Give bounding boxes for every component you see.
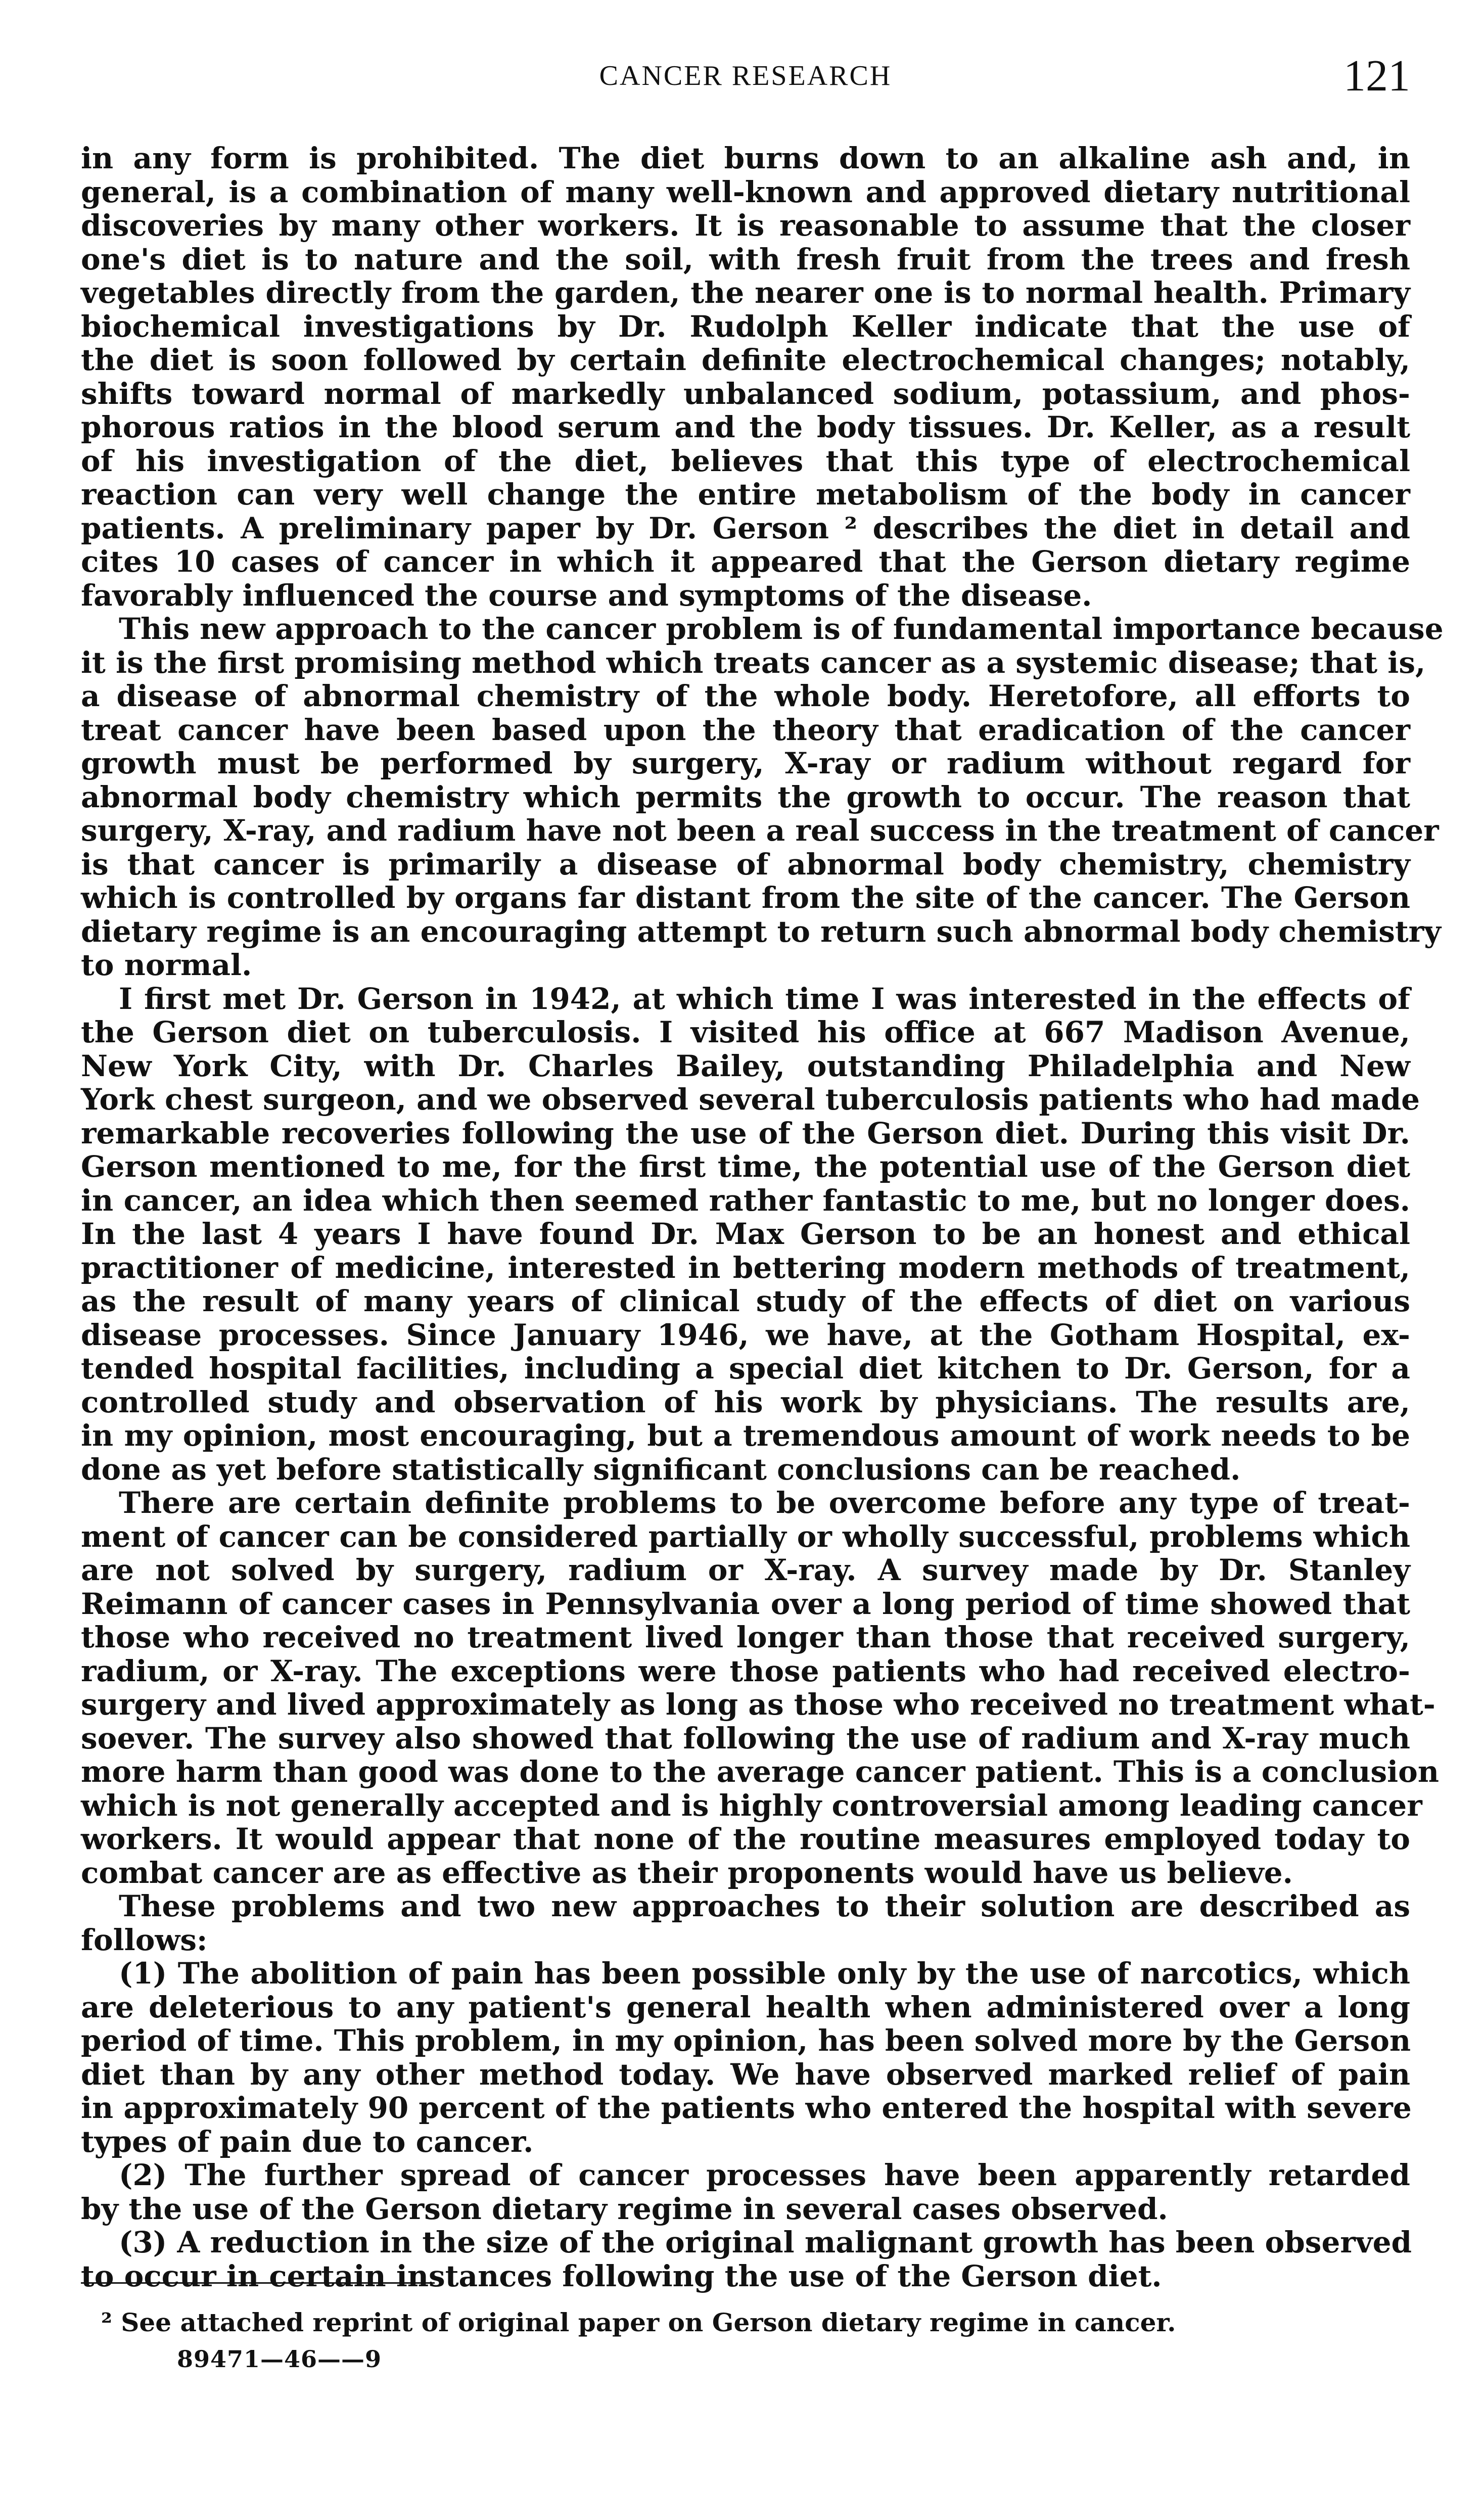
text-line: as the result of many years of clinical study of the effects of diet on various bbox=[81, 1284, 1410, 1318]
text-line: (2) The further spread of cancer processes have been apparently retarded bbox=[119, 2158, 1410, 2192]
text-line: by the use of the Gerson dietary regime in several cases observed. bbox=[81, 2191, 1168, 2226]
footnote: ² See attached reprint of original paper on Gerson dietary regime in cancer. bbox=[101, 2307, 1176, 2337]
paragraph bbox=[81, 612, 1444, 982]
text-line: These problems and two new approaches to their solution are described as bbox=[119, 1889, 1410, 1923]
text-line: radium, or X-ray. The exceptions were those patients who had received electro- bbox=[81, 1653, 1410, 1688]
text-line: types of pain due to cancer. bbox=[81, 2124, 534, 2159]
paragraph bbox=[81, 2158, 1410, 2226]
text-line: disease processes. Since January 1946, we have, at the Gotham Hospital, ex- bbox=[81, 1317, 1410, 1352]
text-line: a disease of abnormal chemistry of the whole body. Heretofore, all efforts to bbox=[81, 679, 1410, 713]
text-line: to occur in certain instances following the use of the Gerson diet. bbox=[81, 2258, 1162, 2293]
text-line: Reimann of cancer cases in Pennsylvania over a long period of time showed that bbox=[81, 1586, 1410, 1621]
text-line: vegetables directly from the garden, the nearer one is to normal health. Primary bbox=[81, 275, 1410, 310]
text-line: which is controlled by organs far distant from the site of the cancer. The Gerson bbox=[81, 881, 1410, 915]
text-line: York chest surgeon, and we observed several tuberculosis patients who had made bbox=[81, 1082, 1420, 1117]
text-line: I first met Dr. Gerson in 1942, at which time I was interested in the effects of bbox=[119, 981, 1410, 1016]
text-line: In the last 4 years I have found Dr. Max Gerson to be an honest and ethical bbox=[81, 1217, 1410, 1251]
text-line: surgery, X-ray, and radium have not been a real success in the treatment of cancer bbox=[81, 813, 1439, 848]
text-line: remarkable recoveries following the use of the Gerson diet. During this visit Dr. bbox=[81, 1116, 1410, 1150]
text-line: patients. A preliminary paper by Dr. Gerson ² describes the diet in detail and bbox=[81, 511, 1410, 545]
text-line: in any form is prohibited. The diet burns down to an alkaline ash and, in bbox=[81, 141, 1410, 175]
paragraph bbox=[81, 981, 1420, 1487]
text-line: combat cancer are as effective as their proponents would have us believe. bbox=[81, 1855, 1293, 1890]
page-number: 121 bbox=[1343, 52, 1410, 101]
text-line: period of time. This problem, in my opinion, has been solved more by the Gerson bbox=[81, 2023, 1411, 2058]
text-line: dietary regime is an encouraging attempt to return such abnormal body chemistry bbox=[81, 914, 1441, 949]
text-line: treat cancer have been based upon the theory that eradication of the cancer bbox=[81, 712, 1410, 747]
text-line: it is the first promising method which treats cancer as a systemic disease; that is, bbox=[81, 645, 1426, 680]
running-title: CANCER RESEARCH bbox=[599, 60, 892, 91]
text-line: the Gerson diet on tuberculosis. I visited his office at 667 Madison Avenue, bbox=[81, 1015, 1410, 1049]
text-line: reaction can very well change the entire metabolism of the body in cancer bbox=[81, 477, 1410, 512]
text-line: more harm than good was done to the average cancer patient. This is a conclusion bbox=[81, 1755, 1440, 1789]
text-line: shifts toward normal of markedly unbalanced sodium, potassium, and phos- bbox=[81, 376, 1410, 411]
text-line: There are certain definite problems to be overcome before any type of treat- bbox=[119, 1486, 1410, 1520]
text-line: in cancer, an idea which then seemed rather fantastic to me, but no longer does. bbox=[81, 1183, 1410, 1218]
text-line: the diet is soon followed by certain definite electrochemical changes; notably, bbox=[81, 343, 1410, 377]
text-line: This new approach to the cancer problem is of fundamental importance because bbox=[119, 612, 1444, 646]
text-line: is that cancer is primarily a disease of abnormal body chemistry, chemistry bbox=[81, 847, 1410, 882]
print-code: 89471—46——9 bbox=[177, 2345, 382, 2373]
text-line: tended hospital facilities, including a special diet kitchen to Dr. Gerson, for a bbox=[81, 1351, 1410, 1386]
paragraph bbox=[81, 1486, 1440, 1890]
paragraph bbox=[81, 142, 1410, 612]
footnote-rule bbox=[81, 2282, 435, 2284]
text-line: those who received no treatment lived longer than those that received surgery, bbox=[81, 1620, 1410, 1654]
text-line: (1) The abolition of pain has been possible only by the use of narcotics, which bbox=[119, 1956, 1410, 1991]
text-line: to normal. bbox=[81, 948, 252, 982]
text-line: are not solved by surgery, radium or X-ray. A survey made by Dr. Stanley bbox=[81, 1553, 1410, 1587]
text-line: biochemical investigations by Dr. Rudolph Keller indicate that the use of bbox=[81, 309, 1410, 344]
page-header bbox=[81, 51, 1410, 106]
text-line: cites 10 cases of cancer in which it appeared that the Gerson dietary regime bbox=[81, 544, 1410, 579]
text-line: done as yet before statistically significant conclusions can be reached. bbox=[81, 1452, 1241, 1487]
text-line: in my opinion, most encouraging, but a tremendous amount of work needs to be bbox=[81, 1418, 1410, 1453]
text-line: workers. It would appear that none of the routine measures employed today to bbox=[81, 1822, 1410, 1856]
text-line: which is not generally accepted and is highly controversial among leading cancer bbox=[81, 1788, 1422, 1823]
text-line: Gerson mentioned to me, for the first time, the potential use of the Gerson diet bbox=[81, 1149, 1410, 1184]
text-line: practitioner of medicine, interested in bettering modern methods of treatment, bbox=[81, 1250, 1410, 1285]
text-line: one's diet is to nature and the soil, with fresh fruit from the trees and fresh bbox=[81, 242, 1410, 276]
text-line: (3) A reduction in the size of the original malignant growth has been observed bbox=[119, 2225, 1412, 2259]
text-line: ment of cancer can be considered partially or wholly successful, problems which bbox=[81, 1519, 1410, 1554]
text-line: controlled study and observation of his work by physicians. The results are, bbox=[81, 1384, 1410, 1419]
text-line: of his investigation of the diet, believes that this type of electrochemical bbox=[81, 443, 1410, 478]
paragraph bbox=[81, 1889, 1410, 1957]
text-line: abnormal body chemistry which permits the growth to occur. The reason that bbox=[81, 779, 1410, 814]
text-line: surgery and lived approximately as long as those who received no treatment what- bbox=[81, 1687, 1435, 1722]
text-line: New York City, with Dr. Charles Bailey, outstanding Philadelphia and New bbox=[81, 1048, 1410, 1083]
paragraph bbox=[81, 1957, 1410, 2158]
text-line: general, is a combination of many well-known and approved dietary nutritional bbox=[81, 174, 1410, 209]
text-line: are deleterious to any patient's general health when administered over a long bbox=[81, 1990, 1410, 2024]
text-line: diet than by any other method today. We have observed marked relief of pain bbox=[81, 2057, 1410, 2092]
text-line: phorous ratios in the blood serum and the body tissues. Dr. Keller, as a result bbox=[81, 410, 1410, 444]
text-line: discoveries by many other workers. It is reasonable to assume that the closer bbox=[81, 208, 1410, 243]
text-line: soever. The survey also showed that following the use of radium and X-ray much bbox=[81, 1721, 1410, 1756]
text-line: favorably influenced the course and symptoms of the disease. bbox=[81, 578, 1092, 613]
body-text bbox=[81, 141, 1444, 2293]
text-line: growth must be performed by surgery, X-ray or radium without regard for bbox=[81, 746, 1410, 780]
text-line: follows: bbox=[81, 1922, 208, 1957]
text-line: in approximately 90 percent of the patients who entered the hospital with severe bbox=[81, 2091, 1412, 2125]
